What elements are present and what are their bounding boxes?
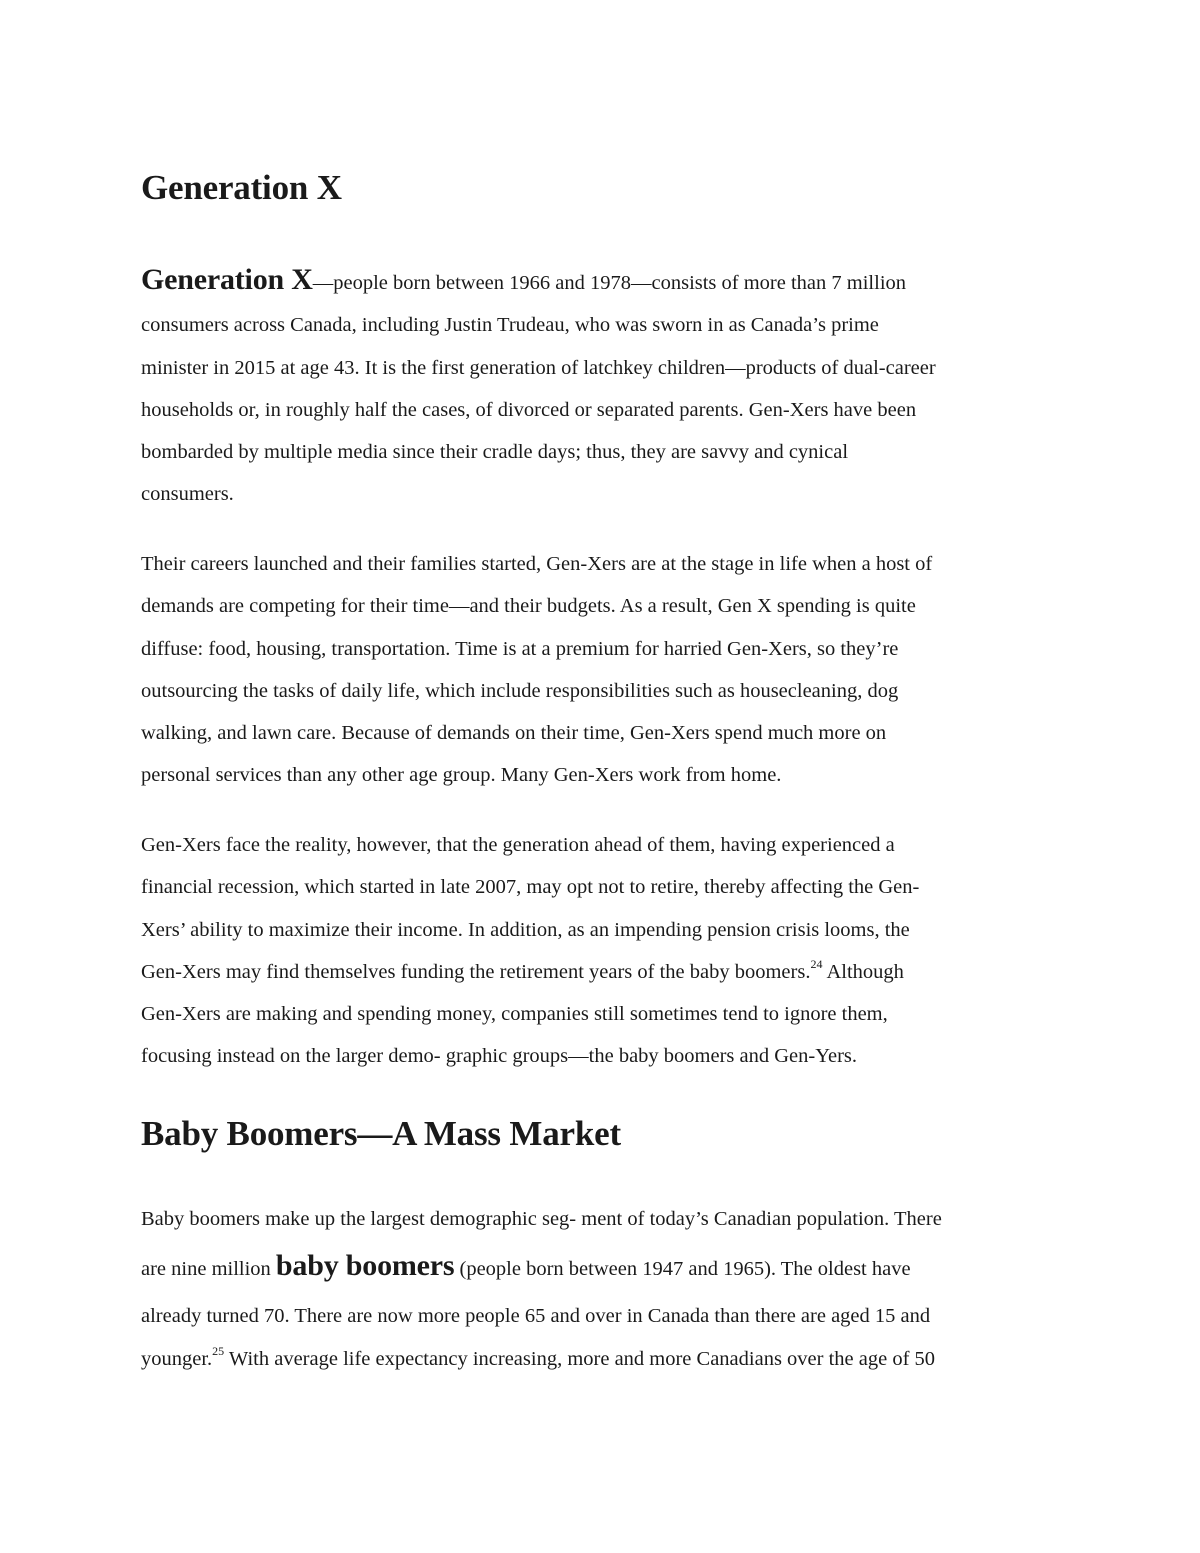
text-line: Xers’ ability to maximize their income. In addition, as an impending pension crisis looms, the xyxy=(141,918,910,941)
text-line xyxy=(141,259,1061,304)
text-span: younger. xyxy=(141,1347,213,1370)
paragraph-generation-x-intro xyxy=(141,259,1061,516)
section-heading-generation-x: Generation X xyxy=(141,168,342,207)
paragraph-baby-boomers xyxy=(141,1198,1061,1380)
text-line xyxy=(141,951,1061,993)
text-span: Gen-Xers may find themselves funding the retirement years of the baby boomers. xyxy=(141,960,811,983)
paragraph-gen-x-spending xyxy=(141,543,1061,797)
text-line: outsourcing the tasks of daily life, which include responsibilities such as housecleaning, dog xyxy=(141,679,899,702)
text-span: are nine million xyxy=(141,1258,276,1281)
text-line: demands are competing for their time—and their budgets. As a result, Gen X spending is quite xyxy=(141,595,916,618)
text-line: walking, and lawn care. Because of demands on their time, Gen-Xers spend much more on xyxy=(141,722,887,745)
text-span: (people born between 1947 and 1965). The oldest have xyxy=(454,1258,911,1281)
text-line xyxy=(141,1240,1061,1295)
text-line: bombarded by multiple media since their cradle days; thus, they are savvy and cynical xyxy=(141,441,849,464)
section-heading-baby-boomers: Baby Boomers—A Mass Market xyxy=(141,1114,621,1153)
text-line: already turned 70. There are now more people 65 and over in Canada than there are aged 15 and xyxy=(141,1305,931,1328)
text-line: Gen-Xers are making and spending money, companies still sometimes tend to ignore them, xyxy=(141,1003,888,1026)
key-term-baby-boomers: baby boomers xyxy=(275,1249,455,1283)
text-line: Gen-Xers face the reality, however, that the generation ahead of them, having experienced a xyxy=(141,834,895,856)
text-span: With average life expectancy increasing, more and more Canadians over the age of 50 xyxy=(224,1347,936,1370)
text-line: focusing instead on the larger demo- graphic groups—the baby boomers and Gen-Yers. xyxy=(141,1045,858,1068)
footnote-ref-25[interactable]: 25 xyxy=(212,1343,225,1358)
text-span: —people born between 1966 and 1978—consists of more than 7 million xyxy=(312,272,907,294)
text-line: consumers across Canada, including Justin Trudeau, who was sworn in as Canada’s prime xyxy=(141,314,879,337)
text-line: personal services than any other age group. Many Gen-Xers work from home. xyxy=(141,764,782,787)
text-line: households or, in roughly half the cases, of divorced or separated parents. Gen-Xers have been xyxy=(141,398,917,421)
text-span: Although xyxy=(822,960,904,983)
text-line: diffuse: food, housing, transportation. Time is at a premium for harried Gen-Xers, so they’re xyxy=(141,637,899,660)
text-line: Baby boomers make up the largest demographic seg- ment of today’s Canadian population. There xyxy=(141,1208,942,1230)
text-line: minister in 2015 at age 43. It is the first generation of latchkey children—products of dual-career xyxy=(141,356,936,379)
paragraph-gen-x-reality xyxy=(141,824,1061,1078)
text-line: Their careers launched and their families started, Gen-Xers are at the stage in life when a host of xyxy=(141,553,933,575)
footnote-ref-24[interactable]: 24 xyxy=(810,957,823,972)
key-term-generation-x: Generation X xyxy=(141,263,313,296)
text-line: financial recession, which started in late 2007, may opt not to retire, thereby affecting the Gen- xyxy=(141,876,920,899)
text-line: consumers. xyxy=(141,483,234,506)
text-line xyxy=(141,1338,1061,1380)
